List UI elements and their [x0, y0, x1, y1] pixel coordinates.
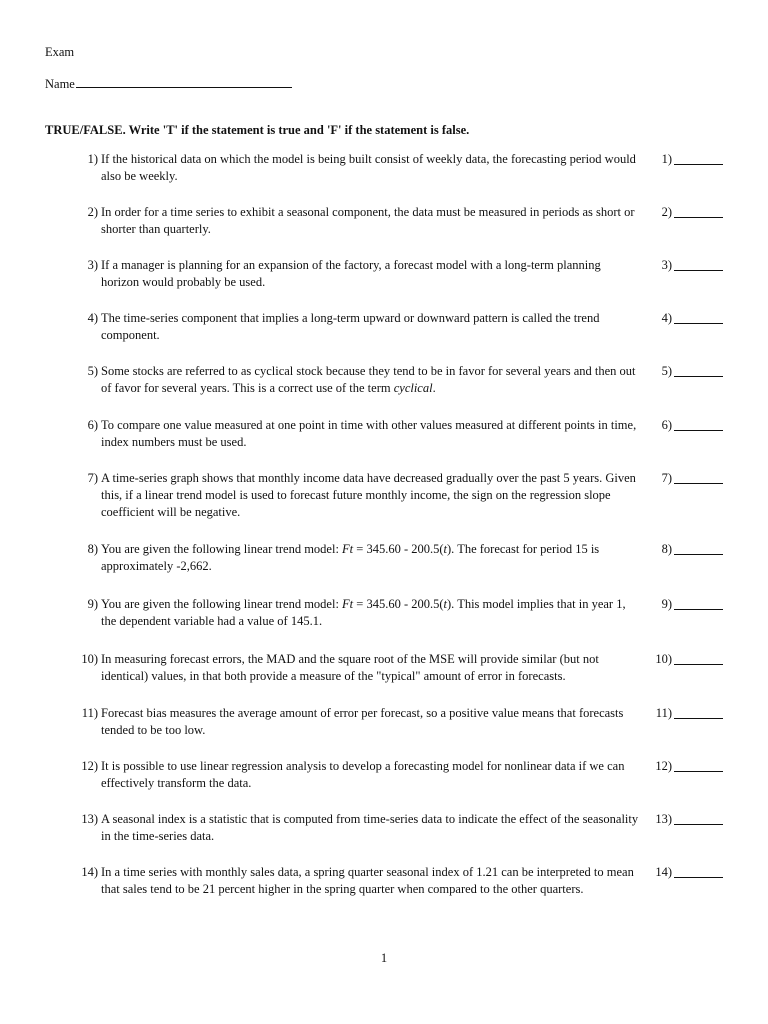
- question-text-italic: Ft: [342, 597, 354, 611]
- question-number: 13): [81, 812, 98, 826]
- answer-number: 5): [661, 364, 672, 378]
- answer-number: 1): [661, 152, 672, 166]
- question-number: 4): [87, 311, 98, 325]
- question-text: A time-series graph shows that monthly income data have decreased gradually over the past 5 years. Given this, if a linear trend model is used to forecast future monthly income, the sign on the regression slope coefficient will be negative.: [101, 471, 636, 519]
- question-text: If a manager is planning for an expansion of the factory, a forecast model with a long-term planning horizon would probably be used.: [101, 258, 601, 289]
- question-text: [101, 541, 639, 575]
- answer-blank[interactable]: [674, 483, 723, 484]
- question-number: 12): [81, 759, 98, 773]
- answer-blank[interactable]: [674, 323, 723, 324]
- question-text-italic: cyclical: [393, 381, 433, 395]
- answer-blank[interactable]: [674, 771, 723, 772]
- question-text: In order for a time series to exhibit a seasonal component, the data must be measured in periods as short or shorter than quarterly.: [101, 205, 635, 236]
- answer-number: 2): [661, 205, 672, 219]
- answer-number: 10): [655, 652, 672, 666]
- question-number: 14): [81, 865, 98, 879]
- question-text: [101, 596, 639, 630]
- question-text: In measuring forecast errors, the MAD and the square root of the MSE will provide similar (but not identical) values, in that both provide a measure of the "typical" amount of error in forecasts.: [101, 652, 599, 683]
- question-number: 8): [87, 542, 98, 556]
- answer-number: 4): [661, 311, 672, 325]
- question-text-part: ). The forecast for period 15 is approximately -2,662.: [101, 542, 600, 573]
- name-blank[interactable]: [76, 75, 292, 88]
- question-text: To compare one value measured at one point in time with other values measured at different points in time, index numbers must be used.: [101, 418, 637, 449]
- question-text: In a time series with monthly sales data, a spring quarter seasonal index of 1.21 can be interpreted to mean that sales tend to be 21 percent higher in the spring quarter when compared to the other quarters.: [101, 865, 634, 896]
- answer-blank[interactable]: [674, 217, 723, 218]
- answer-number: 9): [661, 597, 672, 611]
- question-text-part: You are given the following linear trend model:: [101, 542, 343, 556]
- answer-number: 12): [655, 759, 672, 773]
- answer-number: 14): [655, 865, 672, 879]
- question-number: 3): [87, 258, 98, 272]
- question-number: 11): [81, 706, 98, 720]
- answer-number: 13): [655, 812, 672, 826]
- question-text-part: You are given the following linear trend model:: [101, 597, 343, 611]
- question-text: A seasonal index is a statistic that is computed from time-series data to indicate the effect of the seasonality in the time-series data.: [101, 812, 639, 843]
- question-text: If the historical data on which the model is being built consist of weekly data, the forecasting period would also be weekly.: [101, 152, 636, 183]
- answer-blank[interactable]: [674, 164, 723, 165]
- question-text-part: = 345.60 - 200.5(: [353, 542, 444, 556]
- page-number: 1: [380, 951, 388, 965]
- question-text-italic: Ft: [342, 542, 354, 556]
- answer-number: 6): [661, 418, 672, 432]
- answer-blank[interactable]: [674, 718, 723, 719]
- answer-number: 11): [655, 706, 672, 720]
- answer-blank[interactable]: [674, 664, 723, 665]
- exam-label: Exam: [45, 45, 75, 59]
- answer-blank[interactable]: [674, 430, 723, 431]
- answer-blank[interactable]: [674, 609, 723, 610]
- question-text-part: Some stocks are referred to as cyclical stock because they tend to be in favor for several years and then out of favor for several years. This is a correct use of the term: [101, 364, 636, 395]
- answer-number: 7): [661, 471, 672, 485]
- question-text-part: ). This model implies that in year 1, the dependent variable had a value of 145.1.: [101, 597, 626, 628]
- question-number: 1): [87, 152, 98, 166]
- question-number: 6): [87, 418, 98, 432]
- answer-blank[interactable]: [674, 270, 723, 271]
- answer-blank[interactable]: [674, 877, 723, 878]
- question-number: 10): [81, 652, 98, 666]
- question-text: Forecast bias measures the average amount of error per forecast, so a positive value means that forecasts tended to be too low.: [101, 706, 624, 737]
- question-text-part: .: [432, 381, 436, 395]
- question-text-part: = 345.60 - 200.5(: [353, 597, 444, 611]
- answer-blank[interactable]: [674, 376, 723, 377]
- name-label: Name: [45, 77, 75, 91]
- question-text-italic: t: [443, 597, 448, 611]
- question-number: 7): [87, 471, 98, 485]
- answer-number: 3): [661, 258, 672, 272]
- question-text-italic: t: [443, 542, 448, 556]
- question-number: 9): [87, 597, 98, 611]
- answer-blank[interactable]: [674, 554, 723, 555]
- question-text: It is possible to use linear regression analysis to develop a forecasting model for nonlinear data if we can effectively transform the data.: [101, 759, 625, 790]
- question-number: 2): [87, 205, 98, 219]
- question-text: [101, 363, 639, 397]
- instructions: TRUE/FALSE. Write 'T' if the statement is true and 'F' if the statement is false.: [45, 123, 470, 137]
- question-text: The time-series component that implies a long-term upward or downward pattern is called the trend component.: [101, 311, 600, 342]
- question-number: 5): [87, 364, 98, 378]
- name-field: [45, 75, 292, 93]
- answer-number: 8): [661, 542, 672, 556]
- answer-blank[interactable]: [674, 824, 723, 825]
